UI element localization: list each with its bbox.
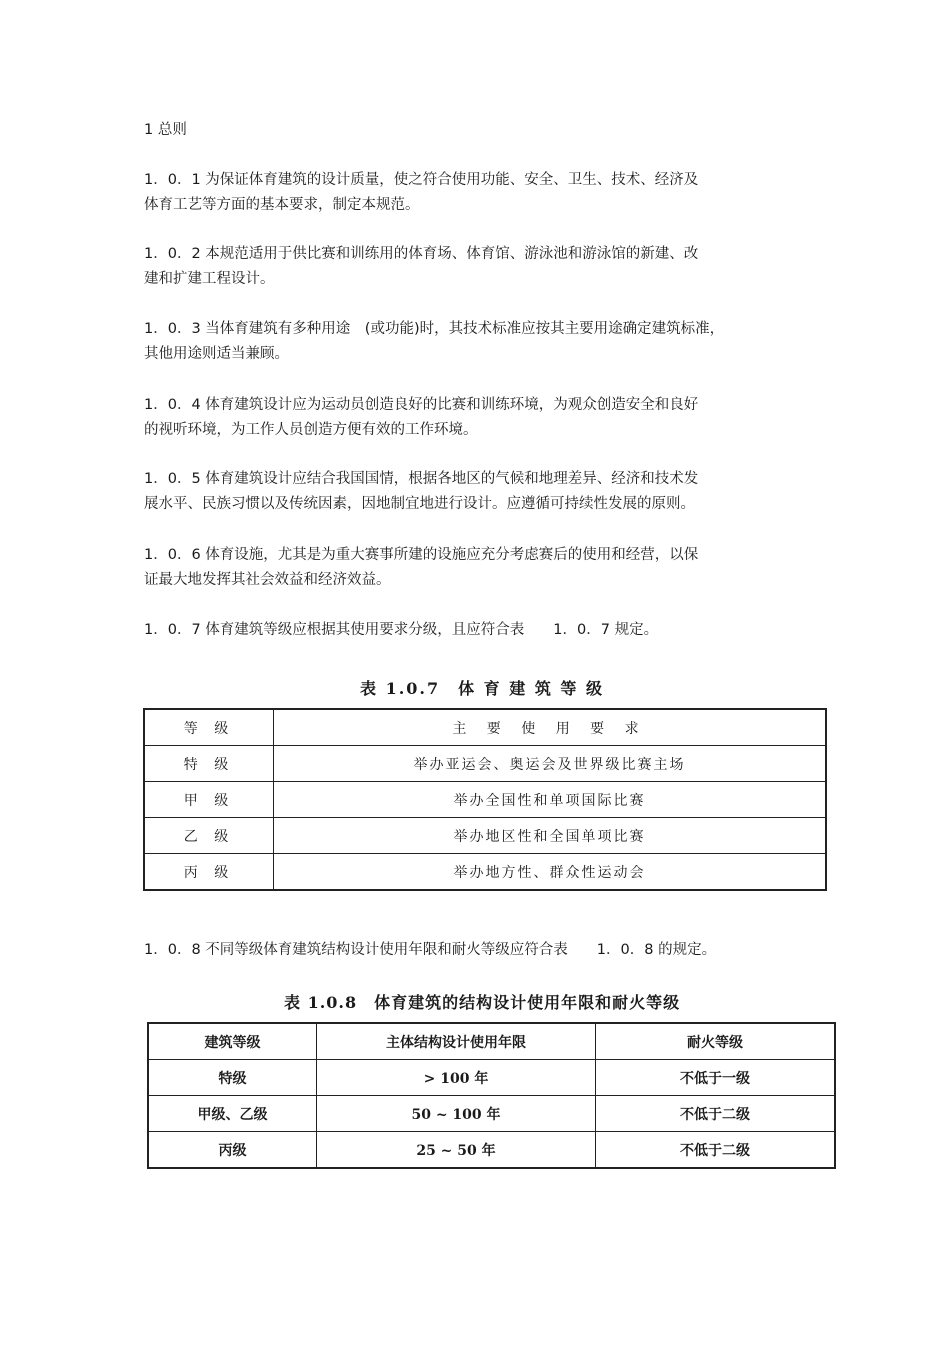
column-header: 等 级 <box>144 709 274 746</box>
grade-cell: 甲 级 <box>144 782 274 818</box>
clause-line: 其他用途则适当兼顾。 <box>144 346 289 362</box>
grade-cell: 特级 <box>148 1060 317 1096</box>
column-header: 主体结构设计使用年限 <box>317 1023 596 1060</box>
clause-line: 1．0．4 体育建筑设计应为运动员创造良好的比赛和训练环境，为观众创造安全和良好 <box>144 397 699 413</box>
service-life-cell: > 100 年 <box>317 1060 596 1096</box>
table-row <box>144 782 826 818</box>
table-row <box>148 1132 835 1169</box>
table-1-0-7-title: 表 1.0.7 体 育 建 筑 等 级 <box>360 679 604 698</box>
clause-line: 展水平、民族习惯以及传统因素，因地制宜地进行设计。应遵循可持续性发展的原则。 <box>144 496 695 512</box>
clause-1-0-3 <box>144 317 784 367</box>
clause-1-0-6 <box>144 543 784 593</box>
clause-1-0-8 <box>144 938 844 963</box>
table-header-row <box>148 1023 835 1060</box>
fire-rating-cell: 不低于二级 <box>596 1132 836 1169</box>
table-row <box>148 1096 835 1132</box>
requirement-cell: 举办全国性和单项国际比赛 <box>274 782 827 818</box>
grade-cell: 丙级 <box>148 1132 317 1169</box>
clause-1-0-5 <box>144 467 784 517</box>
clause-1-0-2 <box>144 242 784 292</box>
requirement-cell: 举办地方性、群众性运动会 <box>274 854 827 891</box>
clause-line: 的视听环境，为工作人员创造方便有效的工作环境。 <box>144 422 478 438</box>
table-1-0-8-title: 表 1.0.8 体育建筑的结构设计使用年限和耐火等级 <box>284 993 681 1012</box>
clause-line: 1．0．6 体育设施，尤其是为重大赛事所建的设施应充分考虑赛后的使用和经营，以保 <box>144 547 699 563</box>
clause-line: 建和扩建工程设计。 <box>144 271 275 287</box>
clause-line: 证最大地发挥其社会效益和经济效益。 <box>144 572 391 588</box>
section-heading <box>144 118 784 143</box>
table-row <box>144 818 826 854</box>
structure-fire-rating-table <box>147 1022 836 1169</box>
table-row <box>144 854 826 891</box>
grade-cell: 乙 级 <box>144 818 274 854</box>
grade-cell: 丙 级 <box>144 854 274 891</box>
clause-line: 1．0．2 本规范适用于供比赛和训练用的体育场、体育馆、游泳池和游泳馆的新建、改 <box>144 246 699 262</box>
clause-line: 1．0．8 不同等级体育建筑结构设计使用年限和耐火等级应符合表 1．0．8 的规定。 <box>144 942 717 958</box>
grade-cell: 特 级 <box>144 746 274 782</box>
clause-line: 1．0．5 体育建筑设计应结合我国国情，根据各地区的气候和地理差异、经济和技术发 <box>144 471 699 487</box>
clause-line: 1．0．1 为保证体育建筑的设计质量，使之符合使用功能、安全、卫生、技术、经济及 <box>144 172 699 188</box>
table-header-row <box>144 709 826 746</box>
grade-cell: 甲级、乙级 <box>148 1096 317 1132</box>
clause-1-0-1 <box>144 168 784 218</box>
clause-line: 1．0．7 体育建筑等级应根据其使用要求分级，且应符合表 1．0．7 规定。 <box>144 622 659 638</box>
column-header: 建筑等级 <box>148 1023 317 1060</box>
table-row <box>144 746 826 782</box>
column-header: 主 要 使 用 要 求 <box>274 709 827 746</box>
column-header: 耐火等级 <box>596 1023 836 1060</box>
clause-1-0-7 <box>144 618 784 643</box>
requirement-cell: 举办地区性和全国单项比赛 <box>274 818 827 854</box>
table-row <box>148 1060 835 1096</box>
service-life-cell: 50 ~ 100 年 <box>317 1096 596 1132</box>
building-grade-table <box>143 708 827 891</box>
heading-text: 1 总则 <box>144 122 187 138</box>
requirement-cell: 举办亚运会、奥运会及世界级比赛主场 <box>274 746 827 782</box>
fire-rating-cell: 不低于二级 <box>596 1096 836 1132</box>
clause-1-0-4 <box>144 393 784 443</box>
fire-rating-cell: 不低于一级 <box>596 1060 836 1096</box>
service-life-cell: 25 ~ 50 年 <box>317 1132 596 1169</box>
clause-line: 1．0．3 当体育建筑有多种用途 (或功能)时，其技术标准应按其主要用途确定建筑标准， <box>144 321 725 337</box>
clause-line: 体育工艺等方面的基本要求，制定本规范。 <box>144 197 420 213</box>
